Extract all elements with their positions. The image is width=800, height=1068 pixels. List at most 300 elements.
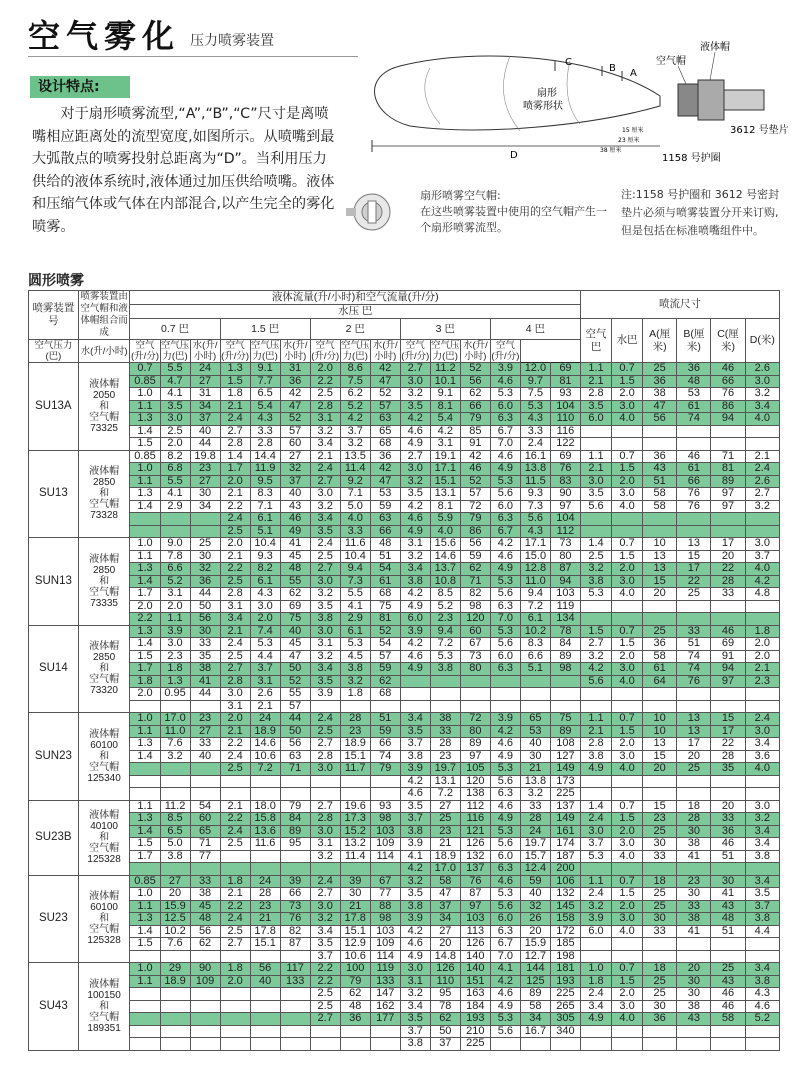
table-cell: 3.1 (220, 700, 250, 713)
page-header (28, 14, 274, 54)
table-cell: 3.5 (310, 525, 340, 538)
table-cell: 13.1 (430, 775, 460, 788)
pressure-header-0: 0.7 巴 (130, 319, 220, 340)
table-cell: 3.5 (310, 675, 340, 688)
table-cell: 3.0 (250, 600, 280, 613)
table-cell: 2.1 (745, 663, 779, 676)
table-cell: 6.1 (340, 625, 370, 638)
table-row (29, 763, 780, 776)
table-cell (745, 613, 779, 626)
table-cell (160, 775, 190, 788)
table-cell (310, 1025, 340, 1038)
table-cell: 14.4 (250, 450, 280, 463)
setup-code: SUN13 (29, 538, 79, 626)
table-cell (190, 513, 220, 526)
header-pressure: 水压 巴 (130, 305, 580, 319)
table-cell: 4.3 (745, 988, 779, 1001)
table-cell: 3.7 (400, 738, 430, 751)
table-cell: 81 (711, 463, 745, 476)
table-cell (430, 700, 460, 713)
table-cell (643, 938, 677, 951)
table-cell: 91 (460, 438, 490, 451)
dist-23-label: 23 厘米 (618, 137, 640, 144)
table-cell: 2.5 (220, 763, 250, 776)
table-cell: 38 (190, 888, 220, 901)
table-cell: 33 (677, 625, 711, 638)
table-cell: 3.8 (580, 575, 611, 588)
table-cell (160, 1025, 190, 1038)
table-cell: 2.1 (220, 550, 250, 563)
table-cell: 119 (550, 600, 580, 613)
table-cell: 2.1 (310, 450, 340, 463)
table-cell: 13 (677, 713, 711, 726)
table-cell: 8.3 (520, 638, 550, 651)
table-cell: 65 (190, 825, 220, 838)
table-cell: 1.1 (160, 613, 190, 626)
table-cell: 3.0 (612, 575, 643, 588)
table-cell: 181 (550, 963, 580, 976)
table-cell: 132 (550, 888, 580, 901)
table-cell: 5.3 (520, 400, 550, 413)
table-cell: 5.3 (490, 763, 520, 776)
table-cell: 3.0 (612, 663, 643, 676)
table-cell: 76 (280, 913, 310, 926)
table-cell: 17 (711, 725, 745, 738)
table-cell (130, 525, 160, 538)
table-cell: 97 (460, 750, 490, 763)
table-cell (580, 1038, 611, 1051)
table-cell: 100 (340, 963, 370, 976)
table-cell: 97 (460, 900, 490, 913)
table-cell: 3.2 (580, 563, 611, 576)
table-cell: 3.0 (745, 800, 779, 813)
table-cell: 3.4 (745, 875, 779, 888)
table-row (29, 613, 780, 626)
table-cell: 147 (370, 988, 400, 1001)
table-cell: 53 (677, 388, 711, 401)
table-cell: 15 (711, 713, 745, 726)
table-cell: 9.1 (250, 363, 280, 376)
table-cell: 34 (190, 400, 220, 413)
table-cell: 4.0 (612, 675, 643, 688)
table-cell: 20 (160, 888, 190, 901)
table-cell: 3.2 (310, 850, 340, 863)
table-row (29, 800, 780, 813)
table-cell (550, 1038, 580, 1051)
table-cell: 5.3 (490, 625, 520, 638)
table-cell: 97 (550, 500, 580, 513)
table-cell: 88 (370, 900, 400, 913)
sub-header-2-1: 水(升/小时) (280, 340, 310, 363)
table-cell (580, 513, 611, 526)
table-cell: 20 (430, 938, 460, 951)
table-cell (310, 863, 340, 876)
table-cell: 2.7 (310, 563, 340, 576)
table-cell: 9.1 (430, 388, 460, 401)
table-cell (612, 1038, 643, 1051)
table-cell: 9.2 (340, 475, 370, 488)
table-cell: 3.0 (310, 575, 340, 588)
table-row (29, 988, 780, 1001)
table-cell: 89 (550, 650, 580, 663)
table-cell: 25 (643, 825, 677, 838)
table-cell: 3.5 (160, 400, 190, 413)
table-cell (220, 850, 250, 863)
table-cell: 1.0 (130, 538, 160, 551)
table-cell (430, 688, 460, 701)
table-cell: 28 (711, 575, 745, 588)
table-cell: 103 (460, 913, 490, 926)
table-cell: 30 (711, 875, 745, 888)
table-cell: 4.3 (520, 525, 550, 538)
table-cell: 5.6 (490, 900, 520, 913)
table-cell: 265 (550, 1000, 580, 1013)
table-cell (340, 700, 370, 713)
table-cell: 1.5 (612, 975, 643, 988)
table-cell (400, 688, 430, 701)
table-cell: 2.5 (160, 425, 190, 438)
table-cell: 55 (280, 575, 310, 588)
table-cell: 4.0 (745, 413, 779, 426)
table-cell: 109 (370, 938, 400, 951)
table-cell: 3.8 (340, 663, 370, 676)
sub-header-4-0: 空气压力(巴) (431, 340, 460, 362)
table-cell (190, 950, 220, 963)
table-cell: 23 (430, 750, 460, 763)
table-cell: 1.4 (130, 750, 160, 763)
table-cell (711, 425, 745, 438)
table-cell (643, 525, 677, 538)
table-cell (580, 950, 611, 963)
table-cell: 14.8 (430, 950, 460, 963)
table-cell: 67 (460, 638, 490, 651)
table-cell: 54 (370, 638, 400, 651)
table-cell: 56 (643, 413, 677, 426)
table-cell: 23 (190, 713, 220, 726)
table-cell: 39 (280, 875, 310, 888)
table-cell (550, 700, 580, 713)
header-flow: 液体流量(升/小时)和空气流量(升/分) (130, 291, 580, 305)
table-cell: 4.0 (612, 850, 643, 863)
table-cell: 4.9 (580, 763, 611, 776)
table-cell: 2.0 (220, 713, 250, 726)
table-cell (130, 513, 160, 526)
table-cell: 3.5 (400, 1013, 430, 1026)
table-cell: 74 (677, 650, 711, 663)
table-cell: 3.4 (745, 825, 779, 838)
table-cell: 57 (370, 400, 400, 413)
table-cell: 2.3 (745, 675, 779, 688)
table-cell (711, 613, 745, 626)
table-cell: 5.6 (490, 838, 520, 851)
table-cell: 133 (370, 975, 400, 988)
table-cell: 17.3 (340, 813, 370, 826)
table-cell: 3.0 (745, 375, 779, 388)
table-cell: 108 (550, 738, 580, 751)
table-cell: 18 (677, 800, 711, 813)
table-row (29, 663, 780, 676)
table-cell: 34 (190, 500, 220, 513)
table-cell: 56 (190, 613, 220, 626)
table-cell: 2.7 (220, 425, 250, 438)
table-cell: 2.0 (612, 900, 643, 913)
table-cell: 69 (711, 638, 745, 651)
table-cell: 2.7 (310, 475, 340, 488)
table-cell: 6.2 (340, 388, 370, 401)
table-cell: 23 (340, 725, 370, 738)
table-cell (130, 1038, 160, 1051)
table-cell: 2.0 (612, 563, 643, 576)
setup-code: SU43 (29, 963, 79, 1051)
table-cell: 3.8 (400, 1038, 430, 1051)
table-cell: 13.8 (520, 775, 550, 788)
table-cell: 69 (550, 450, 580, 463)
table-cell: 25 (643, 988, 677, 1001)
table-cell (745, 513, 779, 526)
table-cell (520, 675, 550, 688)
table-cell: 7.7 (250, 375, 280, 388)
table-cell: 71 (460, 575, 490, 588)
table-row (29, 650, 780, 663)
table-cell: 2.0 (220, 475, 250, 488)
table-cell (643, 700, 677, 713)
table-cell: 140 (460, 963, 490, 976)
table-cell: 1.5 (130, 838, 160, 851)
table-cell (677, 1038, 711, 1051)
table-cell (130, 1000, 160, 1013)
table-cell: 11.9 (250, 463, 280, 476)
table-cell: 8.5 (160, 813, 190, 826)
table-cell: 3.0 (612, 913, 643, 926)
table-cell: 7.5 (520, 388, 550, 401)
table-cell: 48 (370, 538, 400, 551)
table-cell: 62 (280, 588, 310, 601)
table-cell: 5.5 (340, 588, 370, 601)
table-cell: 56 (460, 538, 490, 551)
table-cell (745, 425, 779, 438)
table-cell: 82 (460, 588, 490, 601)
table-row (29, 550, 780, 563)
table-cell: 6.7 (490, 425, 520, 438)
table-cell (745, 700, 779, 713)
sub-header-3-0: 空气压力(巴) (340, 340, 370, 362)
table-cell: 3.4 (310, 513, 340, 526)
table-cell: 98 (370, 813, 400, 826)
table-cell: 3.4 (220, 613, 250, 626)
table-cell (643, 425, 677, 438)
setup-code: SU13A (29, 363, 79, 451)
table-cell: 2.8 (310, 750, 340, 763)
table-cell: 46 (711, 988, 745, 1001)
table-cell: 58 (520, 1000, 550, 1013)
table-cell: 5.3 (490, 1013, 520, 1026)
table-cell: 4.0 (612, 588, 643, 601)
table-row (29, 900, 780, 913)
table-cell: 5.3 (580, 588, 611, 601)
table-cell: 5.6 (490, 775, 520, 788)
sub-header-1-1: 水(升/小时) (190, 340, 220, 363)
table-cell (490, 1038, 520, 1051)
table-cell: 3.7 (310, 950, 340, 963)
table-cell (190, 988, 220, 1001)
table-cell: 23 (677, 875, 711, 888)
table-cell: 15.1 (340, 925, 370, 938)
table-cell: 73 (460, 650, 490, 663)
table-cell: 55 (280, 688, 310, 701)
table-cell: 137 (550, 800, 580, 813)
table-cell: 27 (430, 800, 460, 813)
table-cell (643, 600, 677, 613)
table-cell: 6.0 (400, 613, 430, 626)
table-cell: 126 (460, 938, 490, 951)
table-cell: 7.4 (250, 625, 280, 638)
table-cell: 37 (190, 413, 220, 426)
table-cell: 2.1 (220, 888, 250, 901)
table-cell: 2.3 (160, 650, 190, 663)
table-row (29, 400, 780, 413)
table-cell: 36 (190, 575, 220, 588)
table-cell: 7.6 (160, 738, 190, 751)
table-cell: 1.1 (130, 975, 160, 988)
table-cell: 5.3 (490, 575, 520, 588)
table-row (29, 563, 780, 576)
table-cell: 24 (190, 363, 220, 376)
table-cell: 6.1 (250, 575, 280, 588)
table-cell: 5.2 (745, 1013, 779, 1026)
table-cell: 36 (711, 825, 745, 838)
table-cell (745, 788, 779, 801)
table-cell (711, 600, 745, 613)
table-cell: 1.7 (130, 663, 160, 676)
table-cell: 13 (643, 563, 677, 576)
table-cell: 8.1 (430, 400, 460, 413)
table-cell: 4.6 (490, 875, 520, 888)
table-cell: 161 (550, 825, 580, 838)
table-cell (711, 950, 745, 963)
table-cell: 56 (250, 963, 280, 976)
table-cell: 68 (370, 588, 400, 601)
table-cell: 91 (711, 650, 745, 663)
table-cell (220, 788, 250, 801)
table-cell: 2.1 (580, 725, 611, 738)
table-cell (340, 863, 370, 876)
label-b: B (609, 63, 616, 74)
table-cell: 0.7 (612, 713, 643, 726)
table-cell: 1.0 (130, 888, 160, 901)
table-cell: 10.4 (340, 550, 370, 563)
table-cell: 3.1 (250, 675, 280, 688)
table-cell: 15.1 (250, 938, 280, 951)
table-cell: 68 (370, 688, 400, 701)
cap-combination: 液体帽 60100 和 空气帽 125340 (78, 713, 130, 801)
table-cell (280, 863, 310, 876)
table-cell: 30 (677, 825, 711, 838)
table-cell: 8.1 (430, 500, 460, 513)
table-cell: 30 (643, 1000, 677, 1013)
table-cell: 40 (190, 425, 220, 438)
table-cell: 174 (550, 838, 580, 851)
table-cell: 4.0 (612, 925, 643, 938)
table-cell: 110 (430, 975, 460, 988)
table-cell: 72 (460, 500, 490, 513)
table-cell: 140 (460, 950, 490, 963)
table-cell: 4.0 (745, 763, 779, 776)
table-cell: 138 (460, 788, 490, 801)
table-cell (160, 525, 190, 538)
table-cell: 19.1 (430, 450, 460, 463)
table-cell (160, 950, 190, 963)
table-cell: 4.2 (400, 500, 430, 513)
table-cell: 3.7 (745, 550, 779, 563)
table-cell: 51 (370, 550, 400, 563)
table-cell (160, 863, 190, 876)
table-cell: 1.0 (130, 963, 160, 976)
table-cell: 35 (190, 650, 220, 663)
table-cell: 32 (190, 563, 220, 576)
table-cell (220, 1000, 250, 1013)
table-cell (280, 1025, 310, 1038)
table-cell: 10.6 (250, 750, 280, 763)
table-cell (340, 1038, 370, 1051)
table-cell: 193 (550, 975, 580, 988)
pressure-header-1: 1.5 巴 (220, 319, 310, 340)
table-cell: 76 (711, 388, 745, 401)
table-cell: 4.0 (745, 563, 779, 576)
table-cell: 21 (250, 913, 280, 926)
table-cell: 4.2 (745, 575, 779, 588)
table-cell: 3.2 (400, 875, 430, 888)
table-cell: 2.1 (580, 463, 611, 476)
table-cell: 6.5 (250, 388, 280, 401)
table-cell: 11.2 (160, 800, 190, 813)
table-cell (490, 700, 520, 713)
table-cell (190, 525, 220, 538)
table-cell: 7.6 (160, 938, 190, 951)
table-cell: 2.0 (612, 388, 643, 401)
table-cell (580, 525, 611, 538)
table-cell: 33 (430, 725, 460, 738)
table-cell: 27 (280, 450, 310, 463)
table-cell: 120 (460, 613, 490, 626)
dim-header-4: C(厘米) (711, 319, 745, 363)
table-cell: 12.9 (340, 938, 370, 951)
table-cell (160, 513, 190, 526)
nozzle-body-shape (724, 90, 764, 110)
table-cell: 89 (460, 738, 490, 751)
table-cell: 57 (280, 425, 310, 438)
table-cell: 46 (711, 1000, 745, 1013)
table-cell: 81 (370, 613, 400, 626)
table-cell: 58 (643, 488, 677, 501)
table-cell: 4.9 (400, 600, 430, 613)
table-cell: 6.3 (490, 925, 520, 938)
table-cell (612, 938, 643, 951)
table-cell: 22 (711, 738, 745, 751)
table-cell: 12.4 (520, 863, 550, 876)
table-cell (280, 988, 310, 1001)
table-cell: 30 (340, 888, 370, 901)
table-cell: 4.2 (430, 425, 460, 438)
table-cell (220, 1025, 250, 1038)
table-cell: 4.9 (400, 525, 430, 538)
table-cell: 2.4 (220, 413, 250, 426)
table-cell: 75 (370, 600, 400, 613)
table-cell: 1.5 (612, 550, 643, 563)
table-cell: 23 (190, 463, 220, 476)
table-cell: 3.8 (745, 975, 779, 988)
table-cell: 42 (370, 363, 400, 376)
table-cell: 3.5 (400, 725, 430, 738)
